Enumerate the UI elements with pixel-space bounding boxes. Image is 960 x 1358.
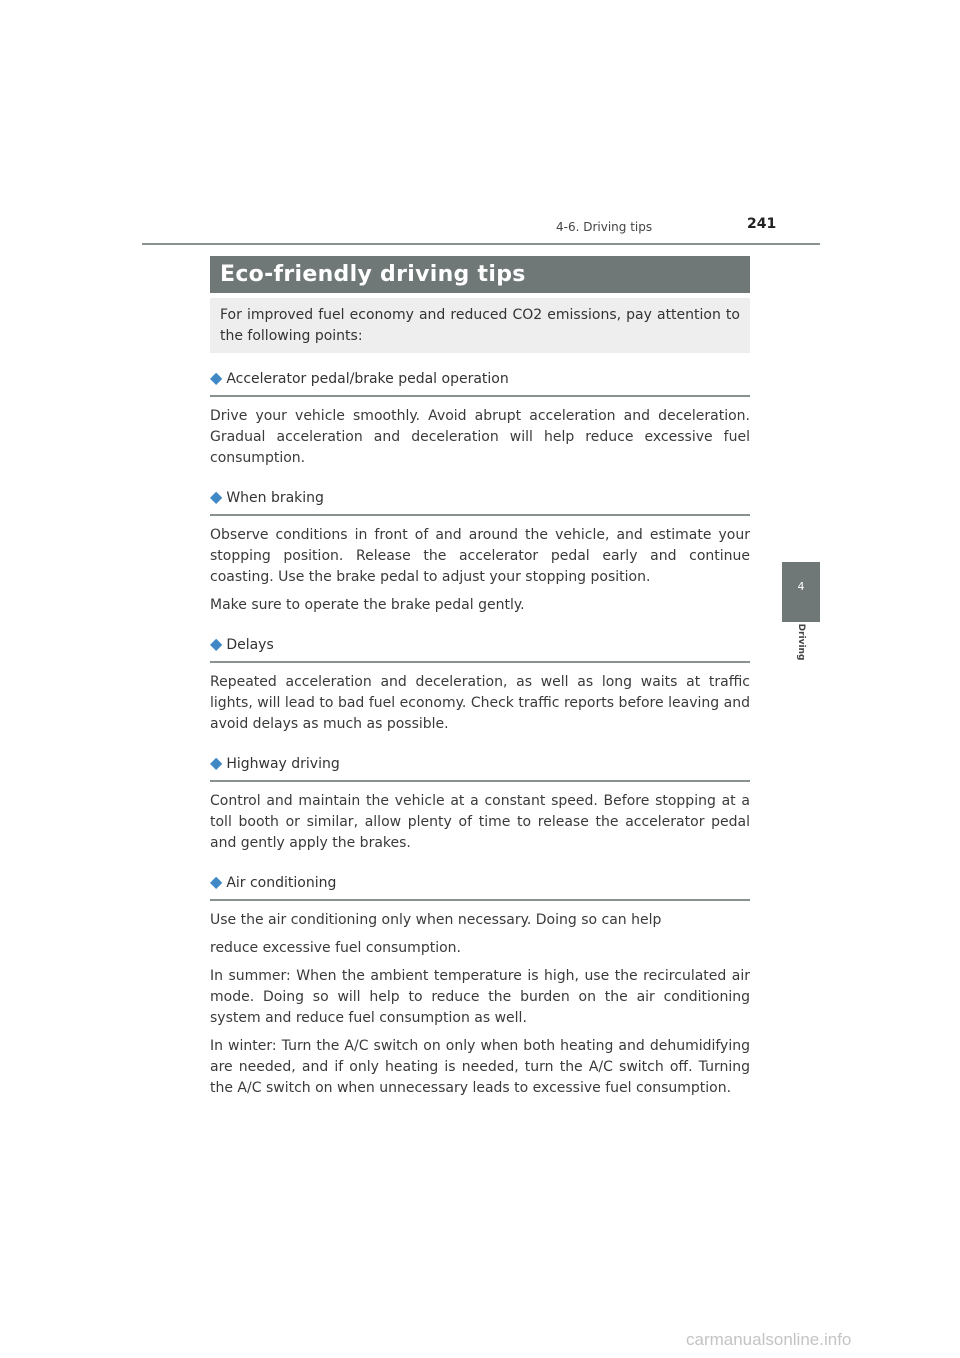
section-paragraph: Control and maintain the vehicle at a constant speed. Before stopping at a toll booth or similar, allow plenty of time to release the accelerator pedal and gently apply the brakes. bbox=[210, 793, 750, 851]
section-paragraph: Use the air conditioning only when necessary. Doing so can help bbox=[210, 912, 662, 928]
section-heading-text: Accelerator pedal/brake pedal operation bbox=[226, 371, 509, 387]
header-section-title: 4-6. Driving tips bbox=[556, 220, 653, 234]
section-heading-text: Air conditioning bbox=[226, 875, 337, 891]
diamond-bullet-icon: ◆ bbox=[210, 368, 223, 387]
diamond-bullet-icon: ◆ bbox=[210, 753, 223, 772]
watermark: carmanualsonline.info bbox=[686, 1330, 852, 1349]
section-paragraph: In summer: When the ambient temperature is high, use the recirculated air mode. Doing so will help to reduce the burden on the air conditioning system and reduce fuel consumption as well. bbox=[210, 968, 750, 1026]
section-heading-air-conditioning bbox=[210, 872, 750, 901]
section-heading-delays bbox=[210, 634, 750, 663]
section-paragraph: Repeated acceleration and deceleration, as well as long waits at traffic lights, will lead to bad fuel economy. Check traffic reports before leaving and avoid delays as much as possible. bbox=[210, 674, 750, 732]
section-heading-accelerator bbox=[210, 368, 750, 397]
header-divider bbox=[142, 243, 820, 245]
chapter-label: Driving bbox=[796, 623, 806, 661]
section-paragraph: Make sure to operate the brake pedal gently. bbox=[210, 597, 525, 613]
section-paragraph: Observe conditions in front of and around the vehicle, and estimate your stopping position. Release the accelerator pedal early and continue coasting. Use the brake pedal to adjust your stopping position. bbox=[210, 527, 750, 585]
section-heading-text: Highway driving bbox=[226, 756, 340, 772]
section-heading-braking bbox=[210, 487, 750, 516]
section-paragraph: reduce excessive fuel consumption. bbox=[210, 940, 461, 956]
section-heading-text: When braking bbox=[226, 490, 324, 506]
chapter-tab: 4 bbox=[782, 562, 820, 622]
page-number: 241 bbox=[747, 216, 777, 232]
diamond-bullet-icon: ◆ bbox=[210, 872, 223, 891]
diamond-bullet-icon: ◆ bbox=[210, 634, 223, 653]
page-content bbox=[210, 256, 750, 1099]
section-heading-highway bbox=[210, 753, 750, 782]
page-title: Eco-friendly driving tips bbox=[210, 256, 750, 293]
intro-box: For improved fuel economy and reduced CO2 emissions, pay attention to the following points: bbox=[210, 298, 750, 353]
diamond-bullet-icon: ◆ bbox=[210, 487, 223, 506]
section-heading-text: Delays bbox=[226, 637, 274, 653]
section-paragraph: In winter: Turn the A/C switch on only when both heating and dehumidifying are needed, and if only heating is needed, turn the A/C switch off. Turning the A/C switch on when unnecessary leads to excessive fuel consumption. bbox=[210, 1038, 750, 1096]
section-paragraph: Drive your vehicle smoothly. Avoid abrupt acceleration and deceleration. Gradual acceleration and deceleration will help reduce excessive fuel consumption. bbox=[210, 408, 750, 466]
